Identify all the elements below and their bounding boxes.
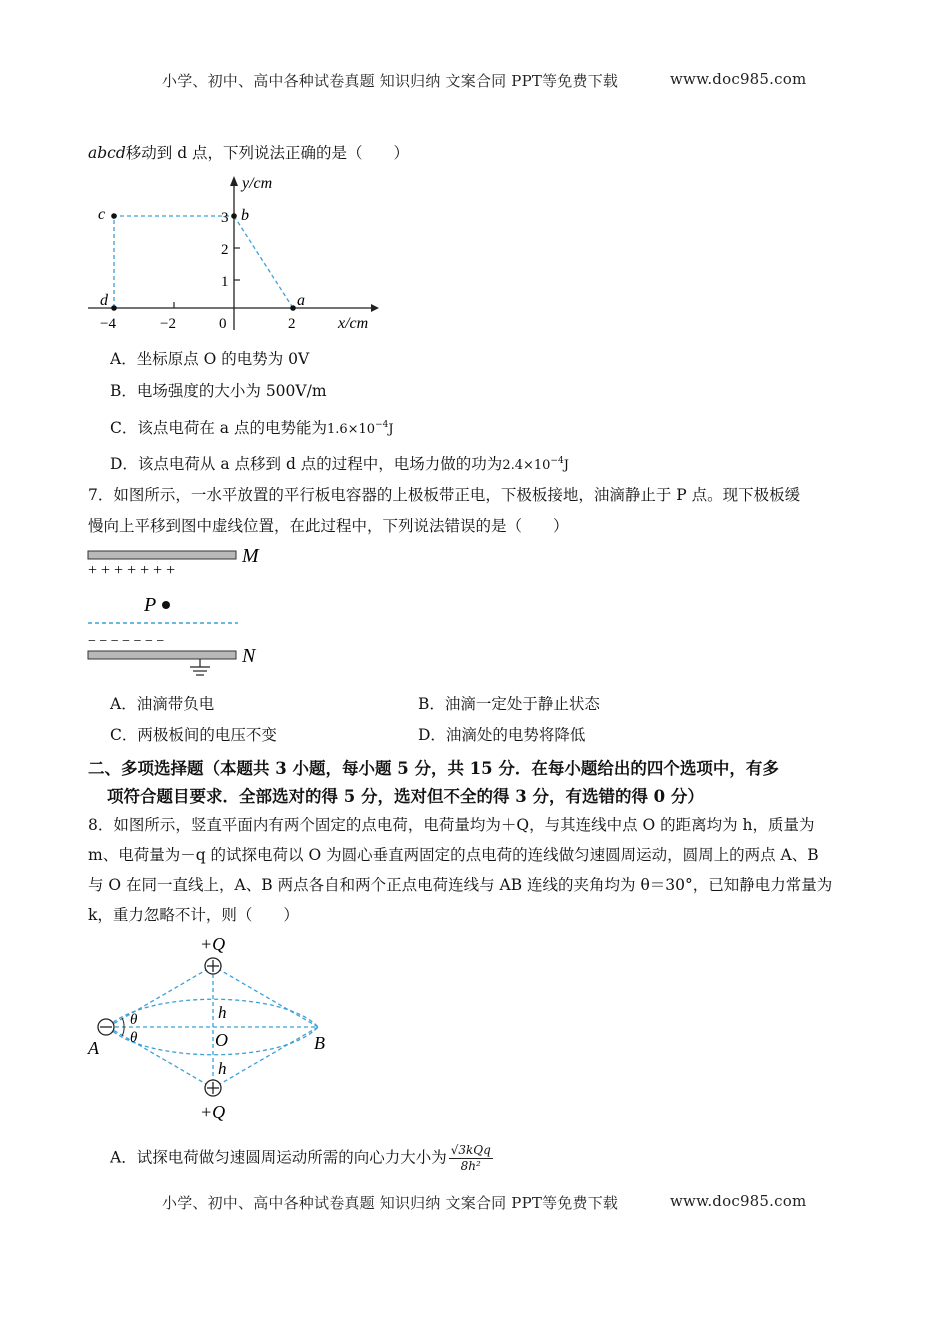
q6-option-d-exp: −4 xyxy=(550,456,564,466)
section2-heading-line2: 项符合题目要求．全部选对的得 5 分，选对但不全的得 3 分，有选错的得 0 分） xyxy=(107,787,704,806)
point-p-label: P xyxy=(144,594,157,616)
bottom-plate xyxy=(88,651,236,659)
q7-option-d: D．油滴处的电势将降低 xyxy=(418,726,586,744)
x-axis-arrow xyxy=(371,304,379,312)
header-site[interactable]: www.doc985.com xyxy=(670,70,807,88)
fraction-numerator: √3kQq xyxy=(450,1143,491,1157)
q6-stem xyxy=(88,141,409,165)
fraction-denominator: 8h² xyxy=(460,1159,481,1173)
q6-option-d-value: 2.4×10 xyxy=(502,458,551,474)
label-b: b xyxy=(241,207,249,224)
x-tick-neg2: −2 xyxy=(160,316,176,332)
q6-option-a: A．坐标原点 O 的电势为 0V xyxy=(110,350,310,368)
q6-stem-italic: abcd xyxy=(88,144,126,162)
q6-stem-rest: 移动到 d 点，下列说法正确的是（ ） xyxy=(125,144,410,162)
plate-label-n: N xyxy=(242,645,256,667)
point-b-label: B xyxy=(314,1033,325,1053)
h-lower-label: h xyxy=(218,1059,227,1078)
page-footer xyxy=(162,1192,618,1213)
q8-stem-line1: 8．如图所示，竖直平面内有两个固定的点电荷，电荷量均为＋Q，与其连线中点 O 的距离均为 h，质量为 xyxy=(88,816,815,834)
q7-option-b: B．油滴一定处于静止状态 xyxy=(418,695,600,713)
x-tick-2: 2 xyxy=(288,316,296,332)
label-a: a xyxy=(297,292,305,309)
line-b-bottom xyxy=(220,1027,318,1084)
y-axis-label: y/cm xyxy=(242,175,273,192)
header-text: 小学、初中、高中各种试卷真题 知识归纳 文案合同 PPT等免费下载 xyxy=(162,72,619,90)
q7-stem-line2: 慢向上平移到图中虚线位置，在此过程中，下列说法错误的是（ ） xyxy=(88,517,569,535)
footer-site[interactable]: www.doc985.com xyxy=(670,1192,807,1210)
theta-upper: θ xyxy=(130,1012,138,1028)
q7-option-c: C．两极板间的电压不变 xyxy=(110,726,277,744)
theta-arc-lower xyxy=(122,1027,124,1036)
q6-option-b: B．电场强度的大小为 500V/m xyxy=(110,382,327,400)
y-tick-1: 1 xyxy=(221,274,229,290)
bottom-charge-label: +Q xyxy=(200,1102,226,1122)
q7-option-a: A．油滴带负电 xyxy=(110,695,215,713)
q6-option-c-exp: −4 xyxy=(375,420,389,430)
line-b-top xyxy=(220,970,318,1027)
point-a xyxy=(290,305,296,311)
origin-label-o: O xyxy=(215,1030,228,1050)
q7-capacitor-figure xyxy=(86,543,276,683)
q6-option-c xyxy=(110,413,394,442)
point-c xyxy=(111,213,117,219)
q8-option-a-fraction xyxy=(449,1143,493,1174)
plate-label-m: M xyxy=(242,545,259,567)
top-plate xyxy=(88,551,236,559)
q8-option-a xyxy=(110,1143,493,1174)
section2-heading-line1: 二、多项选择题（本题共 3 小题，每小题 5 分，共 15 分．在每小题给出的四个选项中，有多 xyxy=(88,759,779,778)
plus-signs: + + + + + + + xyxy=(88,562,176,579)
x-tick-neg4: −4 xyxy=(100,316,116,332)
q8-stem-line3: 与 O 在同一直线上，A、B 两点各自和两个正点电荷连线与 AB 连线的夹角均为 θ＝30°，已知静电力常量为 xyxy=(88,876,833,894)
q6-coordinate-figure xyxy=(86,170,386,340)
q7-stem-line1: 7．如图所示，一水平放置的平行板电容器的上极板带正电，下极板接地，油滴静止于 P 点。现下极板缓 xyxy=(88,486,801,504)
page-header xyxy=(162,70,618,91)
q8-charges-figure xyxy=(84,932,344,1128)
top-charge-label: +Q xyxy=(200,934,226,954)
x-axis-label: x/cm xyxy=(338,315,369,332)
x-tick-0: 0 xyxy=(219,316,227,332)
path-cb-dashed xyxy=(114,216,234,308)
y-tick-2: 2 xyxy=(221,242,229,258)
q6-option-c-text: C．该点电荷在 a 点的电势能为 xyxy=(110,419,327,438)
q8-stem-line2: m、电荷量为－q 的试探电荷以 O 为圆心垂直两固定的点电荷的连线做匀速圆周运动，圆周上的两点 A、B xyxy=(88,846,819,864)
q6-option-d xyxy=(110,449,569,478)
label-d: d xyxy=(100,292,108,309)
point-b xyxy=(231,213,237,219)
q6-option-d-unit: J xyxy=(563,458,569,474)
point-d xyxy=(111,305,117,311)
y-tick-3: 3 xyxy=(221,210,229,226)
q6-option-c-unit: J xyxy=(388,422,394,438)
q6-option-c-value: 1.6×10 xyxy=(326,422,376,438)
q8-stem-line4: k，重力忽略不计，则（ ） xyxy=(88,906,299,924)
theta-lower: θ xyxy=(130,1030,138,1046)
h-upper-label: h xyxy=(218,1003,227,1022)
y-axis-arrow xyxy=(230,176,238,186)
minus-signs: − − − − − − − xyxy=(88,634,165,649)
theta-arc-upper xyxy=(122,1018,124,1027)
oil-drop-point xyxy=(162,601,170,609)
label-c: c xyxy=(98,206,106,223)
q6-option-d-text: D．该点电荷从 a 点移到 d 点的过程中，电场力做的功为 xyxy=(110,455,503,474)
q8-option-a-text: A．试探电荷做匀速圆周运动所需的向心力大小为 xyxy=(110,1148,447,1167)
path-ba-dashed xyxy=(234,216,293,308)
footer-text: 小学、初中、高中各种试卷真题 知识归纳 文案合同 PPT等免费下载 xyxy=(162,1194,619,1212)
point-a-label: A xyxy=(88,1038,99,1058)
